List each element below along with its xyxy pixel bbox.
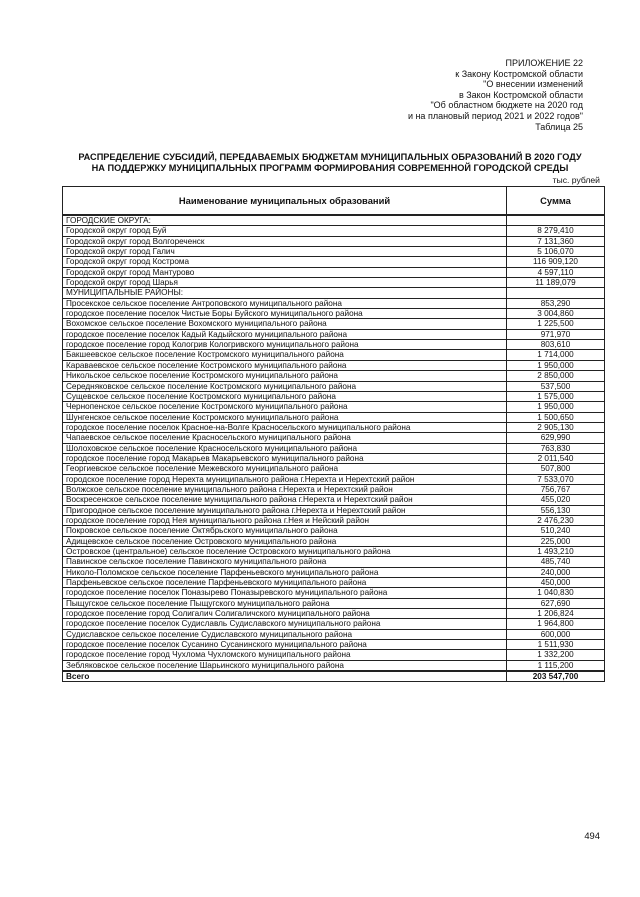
- amount-cell: 450,000: [507, 578, 605, 588]
- table-row: [63, 298, 605, 308]
- table-row: [63, 257, 605, 267]
- amount-cell: 803,610: [507, 340, 605, 350]
- header-line: "О внесении изменений: [483, 79, 583, 90]
- amount-cell: 7 533,070: [507, 474, 605, 484]
- table-row: [63, 309, 605, 319]
- amount-cell: 1 493,210: [507, 547, 605, 557]
- amount-cell: 971,970: [507, 329, 605, 339]
- header-line: и на плановый период 2021 и 2022 годов": [407, 110, 583, 121]
- table-row: [63, 391, 605, 401]
- municipality-name-cell: Шолоховское сельское поселение Красносельского муниципального района: [63, 443, 507, 453]
- municipality-name-cell: Воскресенское сельское поселение муниципального района г.Нерехта и Нерехтский район: [63, 495, 507, 505]
- municipality-name-cell: Островское (центральное) сельское поселение Островского муниципального района: [63, 547, 507, 557]
- table-row: [63, 340, 605, 350]
- municipality-name-cell: МУНИЦИПАЛЬНЫЕ РАЙОНЫ:: [63, 288, 507, 298]
- amount-cell: 2 476,230: [507, 515, 605, 525]
- municipality-name-cell: Волжское сельское поселение муниципального района г.Нерехта и Нерехтский район: [63, 484, 507, 494]
- municipality-name-cell: Пригородное сельское поселение муниципального района г.Нерехта и Нерехтский район: [63, 505, 507, 515]
- table-row: [63, 567, 605, 577]
- table-row: [63, 433, 605, 443]
- table-header-row: [63, 187, 605, 216]
- amount-cell: 1 040,830: [507, 588, 605, 598]
- amount-cell: 485,740: [507, 557, 605, 567]
- amount-cell: 455,020: [507, 495, 605, 505]
- table-row: [63, 381, 605, 391]
- municipality-name-cell: городское поселение поселок Красное-на-Волге Красносельского муниципального района: [63, 422, 507, 432]
- amount-cell: 2 850,000: [507, 371, 605, 381]
- table-row: [63, 474, 605, 484]
- amount-cell: 3 004,860: [507, 309, 605, 319]
- amount-cell: 600,000: [507, 629, 605, 639]
- municipality-name-cell: городское поселение поселок Чистые Боры Буйского муниципального района: [63, 309, 507, 319]
- table-body: [63, 215, 605, 682]
- municipality-name-cell: городское поселение город Чухлома Чухломского муниципального района: [63, 650, 507, 660]
- header-line: к Закону Костромской области: [455, 68, 583, 79]
- amount-cell: 853,290: [507, 298, 605, 308]
- municipality-name-cell: Чапаевское сельское поселение Красносельского муниципального района: [63, 433, 507, 443]
- table-row: [63, 464, 605, 474]
- municipality-name-cell: Чернопенское сельское поселение Костромского муниципального района: [63, 402, 507, 412]
- table-row: [63, 640, 605, 650]
- municipality-name-cell: городское поселение город Нерехта муниципального района г.Нерехта и Нерехтский район: [63, 474, 507, 484]
- municipality-name-cell: Сущевское сельское поселение Костромского муниципального района: [63, 391, 507, 401]
- header-line: ПРИЛОЖЕНИЕ 22: [505, 58, 583, 68]
- table-row: [63, 278, 605, 288]
- municipality-name-cell: Караваевское сельское поселение Костромского муниципального района: [63, 360, 507, 370]
- title-line-1: РАСПРЕДЕЛЕНИЕ СУБСИДИЙ, ПЕРЕДАВАЕМЫХ БЮДЖЕТАМ МУНИЦИПАЛЬНЫХ ОБРАЗОВАНИЙ В 2020 ГОДУ: [78, 152, 582, 162]
- municipality-name-cell: городское поселение город Нея муниципального района г.Нея и Нейский район: [63, 515, 507, 525]
- municipality-name-cell: городское поселение город Солигалич Солигаличского муниципального района: [63, 609, 507, 619]
- document-title: [60, 152, 600, 174]
- municipality-name-cell: Шунгенское сельское поселение Костромского муниципального района: [63, 412, 507, 422]
- table-row: [63, 650, 605, 660]
- amount-cell: 556,130: [507, 505, 605, 515]
- amount-cell: 1 225,500: [507, 319, 605, 329]
- table-row: [63, 629, 605, 639]
- table-row: [63, 267, 605, 277]
- table-row: [63, 484, 605, 494]
- title-line-2: НА ПОДДЕРЖКУ МУНИЦИПАЛЬНЫХ ПРОГРАММ ФОРМИРОВАНИЯ СОВРЕМЕННОЙ ГОРОДСКОЙ СРЕДЫ: [91, 163, 569, 173]
- municipality-name-cell: городское поселение город Макарьев Макарьевского муниципального района: [63, 453, 507, 463]
- table-row: [63, 215, 605, 226]
- table-row: [63, 360, 605, 370]
- municipality-name-cell: Судиславское сельское поселение Судиславского муниципального района: [63, 629, 507, 639]
- amount-cell: 1 950,000: [507, 360, 605, 370]
- municipality-name-cell: Георгиевское сельское поселение Межевского муниципального района: [63, 464, 507, 474]
- subsidy-table: [62, 186, 605, 682]
- municipality-name-cell: Городской округ город Галич: [63, 247, 507, 257]
- table-row: [63, 247, 605, 257]
- table-total-row: [63, 671, 605, 682]
- municipality-name-cell: Пыщугское сельское поселение Пыщугского муниципального района: [63, 598, 507, 608]
- table-row: [63, 371, 605, 381]
- table-row: [63, 443, 605, 453]
- municipality-name-cell: Городской округ город Шарья: [63, 278, 507, 288]
- table-row: [63, 350, 605, 360]
- amount-cell: 2 011,540: [507, 453, 605, 463]
- municipality-name-cell: городское поселение город Кологрив Кологривского муниципального района: [63, 340, 507, 350]
- amount-cell: 4 597,110: [507, 267, 605, 277]
- amount-cell: 7 131,360: [507, 236, 605, 246]
- header-line: "Об областном бюджете на 2020 год: [430, 100, 583, 111]
- units-label: тыс. рублей: [552, 175, 600, 185]
- amount-cell: 11 189,079: [507, 278, 605, 288]
- table-row: [63, 609, 605, 619]
- amount-cell: 1 511,930: [507, 640, 605, 650]
- table-row: [63, 422, 605, 432]
- amount-cell: 2 905,130: [507, 422, 605, 432]
- table-row: [63, 598, 605, 608]
- header-line: Таблица 25: [535, 121, 583, 132]
- municipality-name-cell: Просекское сельское поселение Антроповского муниципального района: [63, 298, 507, 308]
- amount-cell: 763,830: [507, 443, 605, 453]
- table-row: [63, 619, 605, 629]
- header-line: в Закон Костромской области: [458, 89, 583, 100]
- municipality-name-cell: Городской округ город Мантурово: [63, 267, 507, 277]
- table-row: [63, 402, 605, 412]
- table-row: [63, 226, 605, 236]
- municipality-name-cell: Никольское сельское поселение Костромского муниципального района: [63, 371, 507, 381]
- amount-cell: [507, 215, 605, 226]
- table-row: [63, 495, 605, 505]
- amount-cell: 537,500: [507, 381, 605, 391]
- amount-cell: 116 909,120: [507, 257, 605, 267]
- amount-cell: 1 714,000: [507, 350, 605, 360]
- municipality-name-cell: ГОРОДСКИЕ ОКРУГА:: [63, 215, 507, 226]
- amount-cell: 5 106,070: [507, 247, 605, 257]
- municipality-name-cell: Вохомское сельское поселение Вохомского муниципального района: [63, 319, 507, 329]
- table-row: [63, 557, 605, 567]
- municipality-name-cell: Зебляковское сельское поселение Шарьинского муниципального района: [63, 660, 507, 671]
- table-row: [63, 453, 605, 463]
- municipality-name-cell: Парфеньевское сельское поселение Парфеньевского муниципального района: [63, 578, 507, 588]
- column-header-name: Наименование муниципальных образований: [63, 187, 507, 216]
- amount-cell: 510,240: [507, 526, 605, 536]
- table-row: [63, 526, 605, 536]
- amount-cell: 507,800: [507, 464, 605, 474]
- amount-cell: 629,990: [507, 433, 605, 443]
- amount-cell: 627,690: [507, 598, 605, 608]
- table-row: [63, 412, 605, 422]
- municipality-name-cell: Городской округ город Кострома: [63, 257, 507, 267]
- table-row: [63, 288, 605, 298]
- amount-cell: 1 500,650: [507, 412, 605, 422]
- amount-cell: 8 279,410: [507, 226, 605, 236]
- table-row: [63, 236, 605, 246]
- amount-cell: 1 950,000: [507, 402, 605, 412]
- table-row: [63, 547, 605, 557]
- municipality-name-cell: Покровское сельское поселение Октябрьского муниципального района: [63, 526, 507, 536]
- amount-cell: 1 332,200: [507, 650, 605, 660]
- municipality-name-cell: Николо-Поломское сельское поселение Парфеньевского муниципального района: [63, 567, 507, 577]
- municipality-name-cell: городское поселение поселок Сусанино Сусанинского муниципального района: [63, 640, 507, 650]
- amount-cell: 756,767: [507, 484, 605, 494]
- column-header-sum: Сумма: [507, 187, 605, 216]
- amount-cell: 1 964,800: [507, 619, 605, 629]
- municipality-name-cell: Середняковское сельское поселение Костромского муниципального района: [63, 381, 507, 391]
- amount-cell: 203 547,700: [507, 671, 605, 682]
- table-row: [63, 329, 605, 339]
- amount-cell: 1 115,200: [507, 660, 605, 671]
- amount-cell: 225,000: [507, 536, 605, 546]
- table-row: [63, 588, 605, 598]
- municipality-name-cell: Городской округ город Волгореченск: [63, 236, 507, 246]
- table-row: [63, 578, 605, 588]
- municipality-name-cell: Всего: [63, 671, 507, 682]
- table-row: [63, 515, 605, 525]
- municipality-name-cell: Бакшеевское сельское поселение Костромского муниципального района: [63, 350, 507, 360]
- page-number: 494: [584, 830, 600, 841]
- municipality-name-cell: Городской округ город Буй: [63, 226, 507, 236]
- amount-cell: 1 575,000: [507, 391, 605, 401]
- municipality-name-cell: городское поселение поселок Кадый Кадыйского муниципального района: [63, 329, 507, 339]
- table-row: [63, 660, 605, 671]
- amount-cell: 240,000: [507, 567, 605, 577]
- amount-cell: 1 206,824: [507, 609, 605, 619]
- table-row: [63, 319, 605, 329]
- municipality-name-cell: городское поселение поселок Поназырево Поназыревского муниципального района: [63, 588, 507, 598]
- table-row: [63, 505, 605, 515]
- document-header: [408, 58, 583, 132]
- table-row: [63, 536, 605, 546]
- amount-cell: [507, 288, 605, 298]
- municipality-name-cell: городское поселение поселок Судиславль Судиславского муниципального района: [63, 619, 507, 629]
- municipality-name-cell: Адищевское сельское поселение Островского муниципального района: [63, 536, 507, 546]
- municipality-name-cell: Павинское сельское поселение Павинского муниципального района: [63, 557, 507, 567]
